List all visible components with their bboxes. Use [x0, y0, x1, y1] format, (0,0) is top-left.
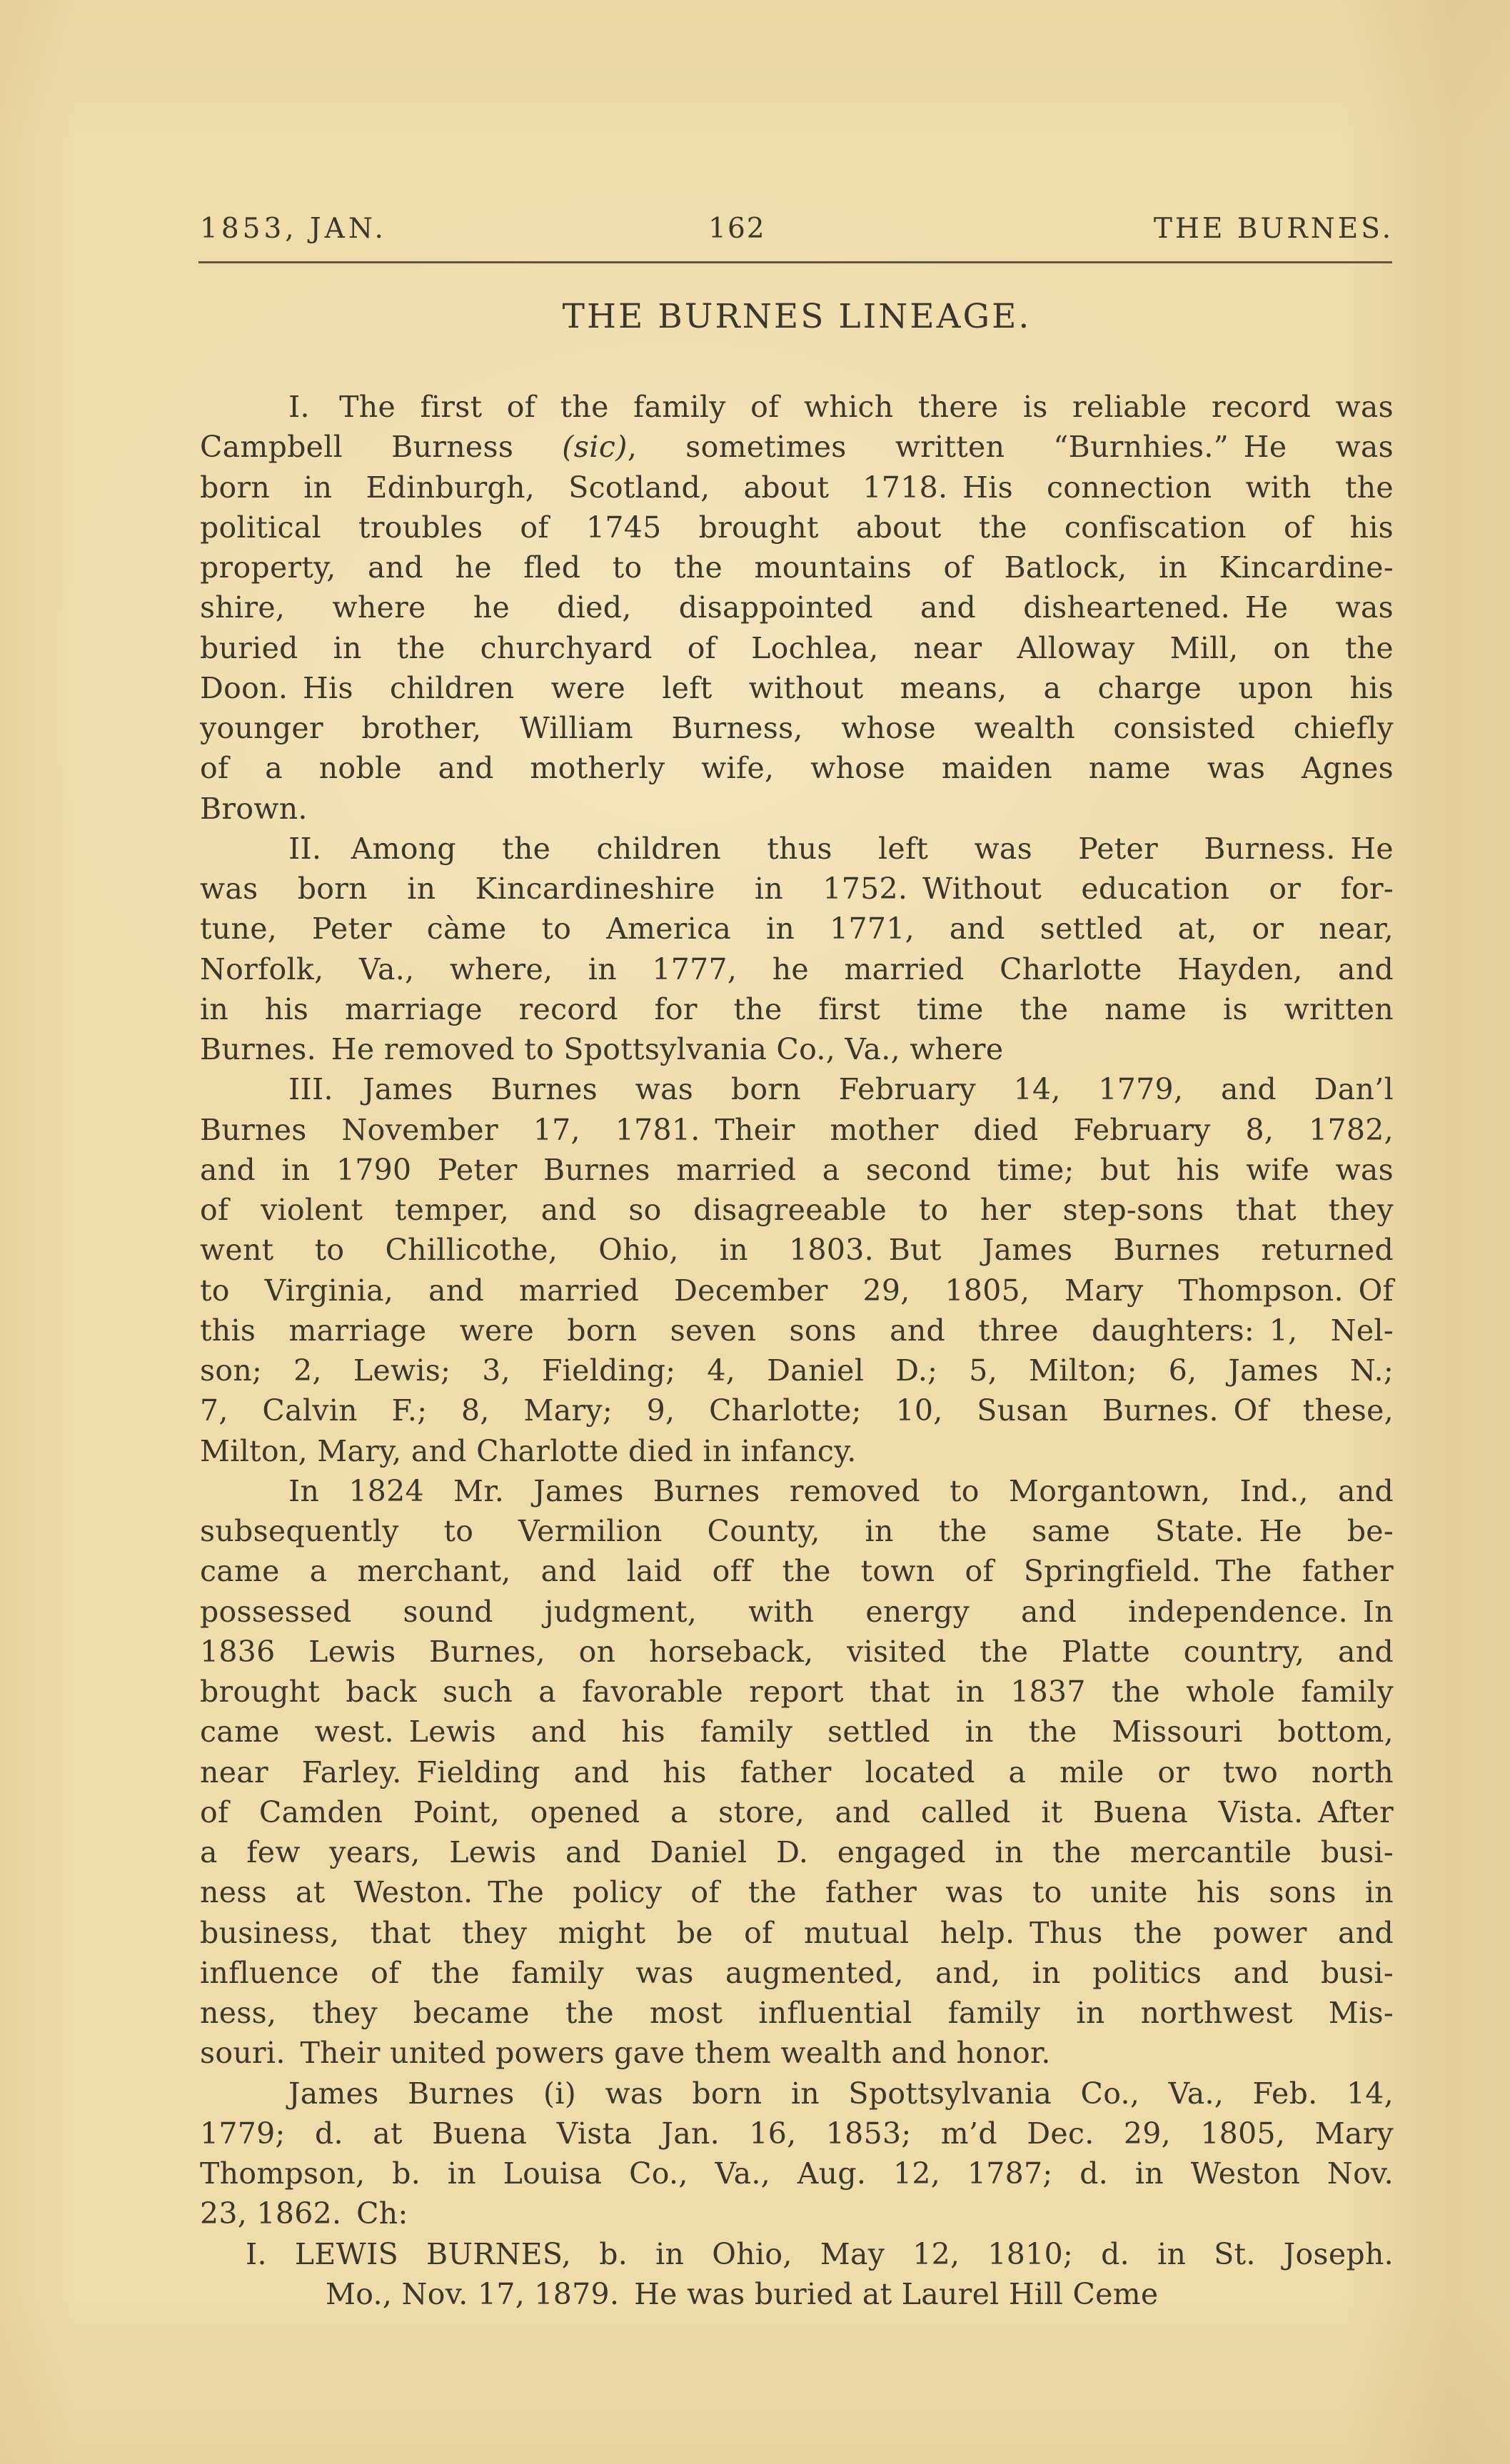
text-line: 1836 Lewis Burnes, on horseback, visited the Platte country, and — [200, 1634, 1394, 1669]
text-line: this marriage were born seven sons and three daughters: 1, Nel- — [200, 1313, 1394, 1348]
text-line: near Farley. Fielding and his father located a mile or two north — [200, 1754, 1394, 1789]
text-line: came west. Lewis and his family settled in the Missouri bottom, — [200, 1715, 1394, 1749]
text-line: political troubles of 1745 brought about the confiscation of his — [200, 510, 1394, 545]
running-head-date: 1853, JAN. — [200, 213, 387, 245]
text-line: souri. Their united powers gave them wealth and honor. — [200, 2036, 1051, 2071]
text-line: son; 2, Lewis; 3, Fielding; 4, Daniel D.; 5, Milton; 6, James N.; — [200, 1353, 1394, 1388]
text-line: I. The first of the family of which there is reliable record was — [288, 390, 1394, 424]
text-line: of Camden Point, opened a store, and called it Buena Vista. After — [200, 1794, 1394, 1829]
text-line: In 1824 Mr. James Burnes removed to Morgantown, Ind., and — [288, 1473, 1394, 1508]
text-line: ness, they became the most influential family in northwest Mis- — [200, 1996, 1394, 2030]
text-line: Campbell Burness (sic), sometimes written “Burnhies.” He was — [200, 430, 1394, 465]
text-line: possessed sound judgment, with energy and independence. In — [200, 1594, 1394, 1629]
text-line: I. LEWIS BURNES, b. in Ohio, May 12, 1810; d. in St. Joseph. — [246, 2236, 1394, 2271]
text-body — [200, 387, 1394, 2314]
text-line: 7, Calvin F.; 8, Mary; 9, Charlotte; 10, Susan Burnes. Of these, — [200, 1393, 1394, 1428]
text-line: property, and he fled to the mountains of Batlock, in Kincardine- — [200, 550, 1394, 585]
text-line: Thompson, b. in Louisa Co., Va., Aug. 12, 1787; d. in Weston Nov. — [200, 2156, 1394, 2191]
text-line: business, that they might be of mutual help. Thus the power and — [200, 1915, 1394, 1950]
page-title: THE BURNES LINEAGE. — [562, 297, 1032, 336]
text-line: Norfolk, Va., where, in 1777, he married Charlotte Hayden, and — [200, 951, 1394, 986]
text-line: a few years, Lewis and Daniel D. engaged in the mercantile busi- — [200, 1835, 1394, 1869]
text-line: III. James Burnes was born February 14, 1779, and Dan’l — [288, 1072, 1394, 1107]
running-head — [200, 213, 1394, 248]
text-line: 1779; d. at Buena Vista Jan. 16, 1853; m’d Dec. 29, 1805, Mary — [200, 2116, 1394, 2151]
running-head-title: THE BURNES. — [1153, 213, 1394, 245]
text-line: brought back such a favorable report that in 1837 the whole family — [200, 1675, 1394, 1709]
header-rule — [198, 261, 1392, 263]
text-line: Burnes. He removed to Spottsylvania Co., Va., where — [200, 1032, 1004, 1066]
text-line: Mo., Nov. 17, 1879. He was buried at Laurel Hill Ceme — [326, 2276, 1159, 2311]
text-line: in his marriage record for the first time the name is written — [200, 991, 1394, 1026]
text-line: was born in Kincardineshire in 1752. Without education or for- — [200, 872, 1394, 906]
text-line: subsequently to Vermilion County, in the same State. He be- — [200, 1514, 1394, 1548]
text-line: younger brother, William Burness, whose wealth consisted chiefly — [200, 711, 1394, 745]
text-line: II. Among the children thus left was Peter Burness. He — [288, 831, 1394, 866]
text-line: James Burnes (i) was born in Spottsylvania Co., Va., Feb. 14, — [288, 2076, 1394, 2111]
text-line: shire, where he died, disappointed and disheartened. He was — [200, 590, 1394, 625]
text-line: and in 1790 Peter Burnes married a second time; but his wife was — [200, 1152, 1394, 1187]
text-line: to Virginia, and married December 29, 1805, Mary Thompson. Of — [200, 1273, 1394, 1308]
text-line: ness at Weston. The policy of the father was to unite his sons in — [200, 1875, 1394, 1910]
text-line: went to Chillicothe, Ohio, in 1803. But James Burnes returned — [200, 1233, 1394, 1268]
text-line: influence of the family was augmented, and, in politics and busi- — [200, 1955, 1394, 1990]
text-line: Brown. — [200, 791, 308, 826]
text-line: Burnes November 17, 1781. Their mother died February 8, 1782, — [200, 1112, 1394, 1147]
text-line: tune, Peter càme to America in 1771, and settled at, or near, — [200, 912, 1394, 946]
text-line: buried in the churchyard of Lochlea, near Alloway Mill, on the — [200, 630, 1394, 665]
page-number: 162 — [708, 213, 766, 245]
text-line: of a noble and motherly wife, whose maiden name was Agnes — [200, 751, 1394, 786]
text-line: came a merchant, and laid off the town of Springfield. The father — [200, 1554, 1394, 1589]
text-line: Milton, Mary, and Charlotte died in infancy. — [200, 1433, 857, 1468]
text-line: 23, 1862. Ch: — [200, 2196, 408, 2231]
text-line: of violent temper, and so disagreeable to her step-sons that they — [200, 1193, 1394, 1227]
text-line: born in Edinburgh, Scotland, about 1718. His connection with the — [200, 470, 1394, 505]
text-line: Doon. His children were left without means, a charge upon his — [200, 670, 1394, 705]
